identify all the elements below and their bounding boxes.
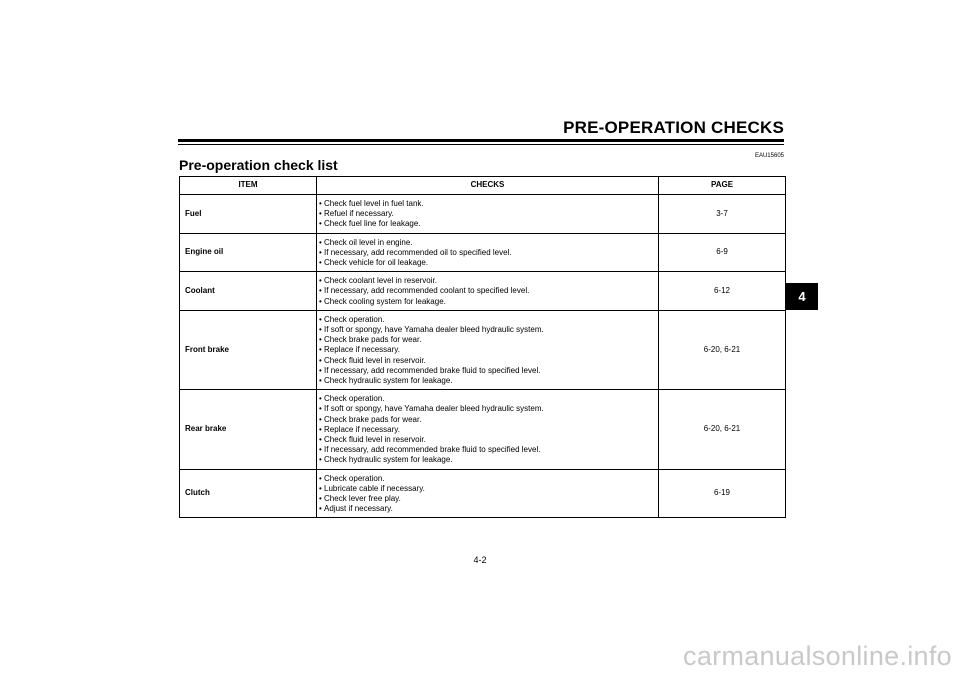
check-item: • Check oil level in engine. <box>319 238 658 248</box>
checks-list <box>317 390 659 469</box>
check-item: • Check operation. <box>319 315 658 325</box>
page-reference: 6-20, 6-21 <box>659 390 786 469</box>
table-row <box>180 469 786 518</box>
table-row <box>180 390 786 469</box>
checks-list <box>317 195 659 234</box>
check-item: • Adjust if necessary. <box>319 504 658 514</box>
chapter-tab: 4 <box>786 283 818 310</box>
item-name: Front brake <box>180 310 317 389</box>
check-item: • If necessary, add recommended coolant to specified level. <box>319 286 658 296</box>
check-item: • Check operation. <box>319 394 658 404</box>
checks-list <box>317 272 659 311</box>
check-item: • Check vehicle for oil leakage. <box>319 258 658 268</box>
watermark: carmanualsonline.info <box>683 641 952 671</box>
check-item: • Check operation. <box>319 474 658 484</box>
page-reference: 3-7 <box>659 195 786 234</box>
check-item: • Check hydraulic system for leakage. <box>319 455 658 465</box>
check-item: • If soft or spongy, have Yamaha dealer bleed hydraulic system. <box>319 325 658 335</box>
table-row <box>180 233 786 272</box>
check-item: • Check brake pads for wear. <box>319 415 658 425</box>
check-item: • If soft or spongy, have Yamaha dealer bleed hydraulic system. <box>319 404 658 414</box>
check-item: • Replace if necessary. <box>319 345 658 355</box>
check-item: • Check fluid level in reservoir. <box>319 356 658 366</box>
check-item: • Check fuel level in fuel tank. <box>319 199 658 209</box>
table-row <box>180 272 786 311</box>
item-name: Coolant <box>180 272 317 311</box>
page-reference: 6-20, 6-21 <box>659 310 786 389</box>
table-header-row <box>180 177 786 195</box>
check-item: • Check coolant level in reservoir. <box>319 276 658 286</box>
page-reference: 6-19 <box>659 469 786 518</box>
table-row <box>180 195 786 234</box>
check-item: • If necessary, add recommended brake fluid to specified level. <box>319 445 658 455</box>
checks-list <box>317 469 659 518</box>
header-title: PRE-OPERATION CHECKS <box>563 118 784 137</box>
column-header-page: PAGE <box>659 177 786 195</box>
check-item: • Check fluid level in reservoir. <box>319 435 658 445</box>
check-item: • If necessary, add recommended oil to specified level. <box>319 248 658 258</box>
item-name: Fuel <box>180 195 317 234</box>
check-item: • Check hydraulic system for leakage. <box>319 376 658 386</box>
check-item: • Check lever free play. <box>319 494 658 504</box>
section-title: Pre-operation check list <box>179 157 338 173</box>
table-row <box>180 310 786 389</box>
check-item: • Check fuel line for leakage. <box>319 219 658 229</box>
check-item: • Check brake pads for wear. <box>319 335 658 345</box>
check-item: • Replace if necessary. <box>319 425 658 435</box>
page-number: 4-2 <box>473 555 487 565</box>
item-name: Rear brake <box>180 390 317 469</box>
check-item: • Check cooling system for leakage. <box>319 297 658 307</box>
document-code: EAU15605 <box>754 153 784 159</box>
check-item: • If necessary, add recommended brake fluid to specified level. <box>319 366 658 376</box>
item-name: Engine oil <box>180 233 317 272</box>
check-item: • Refuel if necessary. <box>319 209 658 219</box>
checks-list <box>317 233 659 272</box>
column-header-item: ITEM <box>180 177 317 195</box>
header-rule-thick <box>178 139 784 142</box>
page-reference: 6-9 <box>659 233 786 272</box>
check-item: • Lubricate cable if necessary. <box>319 484 658 494</box>
pre-operation-check-table <box>179 176 786 518</box>
page-reference: 6-12 <box>659 272 786 311</box>
header-rule-thin <box>178 144 784 145</box>
item-name: Clutch <box>180 469 317 518</box>
checks-list <box>317 310 659 389</box>
column-header-checks: CHECKS <box>317 177 659 195</box>
